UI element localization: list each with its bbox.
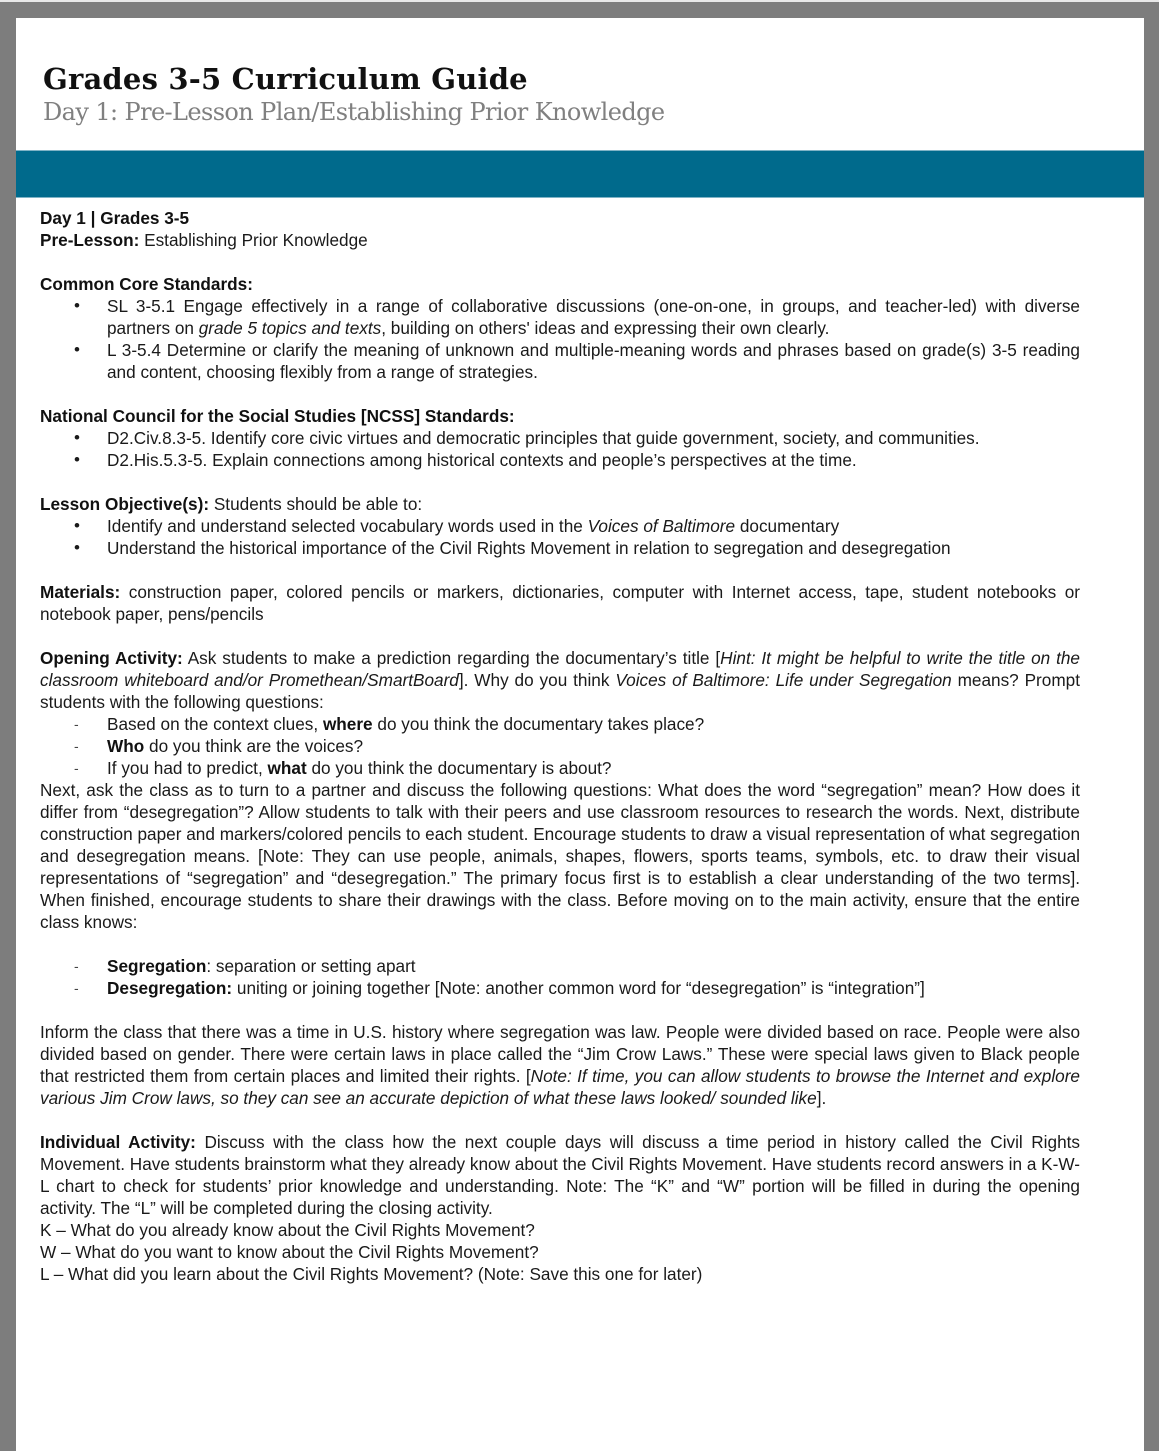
common-core-list [40,295,1080,383]
day-grade-line: Day 1 | Grades 3-5 [40,208,190,228]
objectives-label: Lesson Objective(s): [40,494,210,514]
ncss-heading: National Council for the Social Studies [NCSS] Standards: [40,406,515,426]
bullet-icon: • [74,340,80,359]
objectives-line: Lesson Objective(s): Students should be able to: [40,494,423,514]
list-item: • D2.Civ.8.3-5. Identify core civic virtues and democratic principles that guide government, society, and communities. [74,428,980,448]
dash-icon: - [74,980,79,996]
list-item: • SL 3-5.1 Engage effectively in a range of collaborative discussions (one-on-one, in groups, and teacher-led) with diverse partners on grade 5 topics and texts, building on others' ideas and expressing their own clearly. [74,296,1080,338]
kwl-l-line: L – What did you learn about the Civil Rights Movement? (Note: Save this one for later) [40,1264,703,1284]
opening-label: Opening Activity: [40,648,183,668]
list-item: • L 3-5.4 Determine or clarify the meaning of unknown and multiple-meaning words and phrases based on grade(s) 3-5 reading and content, choosing flexibly from a range of strategies. [74,340,1080,382]
document-subtitle: Day 1: Pre-Lesson Plan/Establishing Prior Knowledge [43,98,665,126]
bullet-icon: • [74,450,80,469]
kwl-k-line: K – What do you already know about the Civil Rights Movement? [40,1220,535,1240]
lesson-content [40,207,1080,1285]
common-core-heading: Common Core Standards: [40,274,253,294]
dash-icon: - [74,716,79,732]
list-item: • Identify and understand selected vocabulary words used in the Voices of Baltimore documentary [74,516,840,536]
individual-label: Individual Activity: [40,1132,196,1152]
list-item: • D2.His.5.3-5. Explain connections among historical contexts and people’s perspectives at the time. [74,450,857,470]
list-item: - Who do you think are the voices? [74,736,364,756]
definition-item: - Segregation: separation or setting apart [74,956,416,976]
dash-icon: - [74,958,79,974]
dash-icon: - [74,760,79,776]
individual-paragraph: Individual Activity: Discuss with the class how the next couple days will discuss a time period in history called the Civil Rights Movement. Have students brainstorm what they already know about the Civil Rights Movement. Have students record answers in a K-W-L chart to check for students’ prior knowledge and understanding. Note: The “K” and “W” portion will be filled in during the opening activity. The “L” will be completed during the closing activity. [40,1132,1080,1218]
bullet-icon: • [74,516,80,535]
opening-paragraph: Opening Activity: Ask students to make a prediction regarding the documentary’s title [Hint: It might be helpful to write the title on the classroom whiteboard and/or Promethean/SmartBoard]. Why do you think Voices of Baltimore: Life under Segregation means? Prompt students with the following questions: [40,648,1080,712]
header-band [16,150,1144,198]
bullet-icon: • [74,538,80,557]
list-item: - Based on the context clues, where do you think the documentary takes place? [74,714,705,734]
definition-item: - Desegregation: uniting or joining together [Note: another common word for “desegregation” is “integration”] [74,978,925,998]
prelesson-line: Pre-Lesson: Establishing Prior Knowledge [40,230,368,250]
materials-label: Materials: [40,582,121,602]
inform-paragraph: Inform the class that there was a time in U.S. history where segregation was law. People were divided based on race. People were also divided based on gender. There were certain laws in place called the “Jim Crow Laws.” These were special laws given to Black people that restricted them from certain places and limited their rights. [Note: If time, you can allow students to browse the Internet and explore various Jim Crow laws, so they can see an accurate depiction of what these laws looked/ sounded like]. [40,1022,1080,1108]
dash-icon: - [74,738,79,754]
objectives-list [40,515,1080,559]
bullet-icon: • [74,428,80,447]
opening-next-paragraph: Next, ask the class as to turn to a partner and discuss the following questions: What does the word “segregation” mean? How does it differ from “desegregation”? Allow students to talk with their peers and use classroom resources to research the words. Next, distribute construction paper and markers/colored pencils to each student. Encourage students to draw a visual representation of what segregation and desegregation means. [Note: They can use people, animals, shapes, flowers, sports teams, symbols, etc. to draw their visual representations of “segregation” and “desegregation.” The primary focus first is to establish a clear understanding of the two terms]. When finished, encourage students to share their drawings with the class. Before moving on to the main activity, ensure that the entire class knows: [40,780,1080,932]
list-item: - If you had to predict, what do you think the documentary is about? [74,758,612,778]
definitions-list [40,955,1080,999]
document-title: Grades 3-5 Curriculum Guide [43,62,528,96]
list-item: • Understand the historical importance of the Civil Rights Movement in relation to segregation and desegregation [74,538,951,558]
kwl-w-line: W – What do you want to know about the Civil Rights Movement? [40,1242,539,1262]
opening-questions [40,713,1080,779]
viewer-top-edge [0,0,1159,2]
ncss-list [40,427,1080,471]
prelesson-label: Pre-Lesson: [40,230,140,250]
materials-paragraph: Materials: construction paper, colored pencils or markers, dictionaries, computer with Internet access, tape, student notebooks or notebook paper, pens/pencils [40,582,1080,624]
bullet-icon: • [74,296,80,315]
